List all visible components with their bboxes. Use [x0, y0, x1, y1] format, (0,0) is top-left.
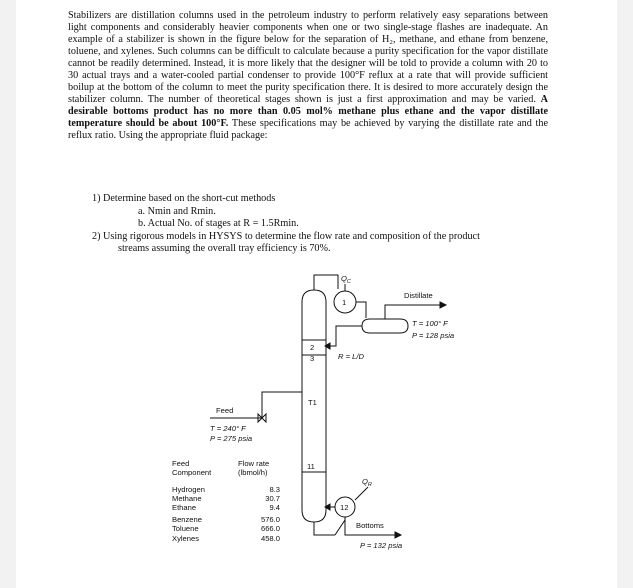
- distillate-pressure: P = 128 psia: [412, 331, 455, 340]
- stage-feed-label: T1: [308, 398, 317, 407]
- condenser-outlet: [356, 302, 366, 318]
- qr-symbol: Q: [362, 477, 368, 486]
- table-row-flow: 30.7: [265, 494, 280, 503]
- stage-12-label: 12: [340, 503, 349, 512]
- table-row-component: Toluene: [172, 524, 199, 533]
- distillate-arrow: [440, 302, 446, 308]
- task-2: 2) Using rigorous models in HYSYS to determine the flow rate and composition of the product: [92, 230, 480, 242]
- feed-table: [172, 459, 280, 543]
- qc-symbol: Q: [341, 274, 347, 283]
- task-2-cont: streams assuming the overall tray efficiency is 70%.: [118, 243, 331, 255]
- task-1a: a. Nmin and Rmin.: [138, 205, 216, 217]
- qc-subscript: C: [346, 279, 351, 285]
- stage-2-label: 2: [310, 343, 315, 352]
- task-1: 1) Determine based on the short-cut methods: [92, 193, 276, 204]
- task-1b: b. Actual No. of stages at R = 1.5Rmin.: [138, 218, 299, 230]
- statement-text-end: These specifications may be achieved by varying the distillate rate and the reflux ratio. Using the appropriate fluid package:: [68, 118, 548, 142]
- stage-1-label: 1: [342, 298, 347, 307]
- bottoms-arrow: [395, 532, 401, 538]
- feed-label: Feed: [216, 406, 234, 415]
- table-header-component: Component: [172, 468, 212, 477]
- reflux-ratio-label: R = L/D: [338, 352, 364, 361]
- table-row-component: Xylenes: [172, 534, 200, 543]
- stage-3-label: 3: [310, 354, 315, 363]
- table-row-flow: 576.0: [260, 515, 280, 524]
- table-row-flow: 666.0: [260, 524, 280, 533]
- bottoms-label: Bottoms: [356, 521, 384, 530]
- qc-label: [341, 274, 351, 285]
- distillate-line: [385, 305, 440, 319]
- statement-text: Stabilizers are distillation columns used in the petroleum industry to perform relatively easy separations between light components and considerably heavier components when one or two single-stage flashes are inadequate. An example of a stabilizer is shown in the figure below for the separation of H₂, methane, and ethane from benzene, toluene, and xylenes. Such columns can be difficult to calculate because a purity specification for the vapor distillate cannot be readily determined. Instead, it is more likely that the designer will be told to provide a column with 20 to 30 actual trays and a water-cooled partial condenser to provide 100°F reflux at a rate that will provide sufficient boilup at the bottom of the column to meet the purity specification there. It is desired to more accurately design the stabilizer column. The number of theoretical stages shown is just a first approximation and may be varied.: [68, 10, 548, 106]
- reflux-line: [326, 326, 362, 346]
- statement-bold-spec: A desirable bottoms product has no more than 0.05 mol% methane plus ethane and the vapor distillate temperature should be about 100°F.: [68, 94, 548, 130]
- feed-pressure: P = 275 psia: [210, 434, 253, 443]
- table-row-component: Hydrogen: [172, 485, 205, 494]
- table-header-feed: Feed: [172, 459, 190, 468]
- qr-subscript: R: [367, 482, 372, 488]
- stage-11-label: 11: [307, 462, 315, 471]
- table-row-flow: 458.0: [260, 534, 280, 543]
- overhead-line: [314, 275, 338, 290]
- bottoms-draw: [314, 522, 335, 535]
- table-row-component: Benzene: [172, 515, 202, 524]
- table-row-flow: 9.4: [269, 503, 280, 512]
- reflux-drum: [362, 319, 408, 333]
- table-header-flowrate: Flow rate: [238, 459, 270, 468]
- distillate-label: Distillate: [404, 291, 433, 300]
- bottoms-pressure: P = 132 psia: [360, 541, 403, 550]
- feed-temperature: T = 240° F: [210, 424, 246, 433]
- table-row-flow: 8.3: [269, 485, 280, 494]
- table-header-units: (lbmol/h): [238, 468, 268, 477]
- reboiler-feed: [335, 517, 345, 535]
- qr-label: [362, 477, 372, 488]
- qr-line: [355, 487, 368, 500]
- table-row-component: Methane: [172, 494, 202, 503]
- distillate-temperature: T = 100° F: [412, 319, 448, 328]
- table-row-component: Ethane: [172, 503, 197, 512]
